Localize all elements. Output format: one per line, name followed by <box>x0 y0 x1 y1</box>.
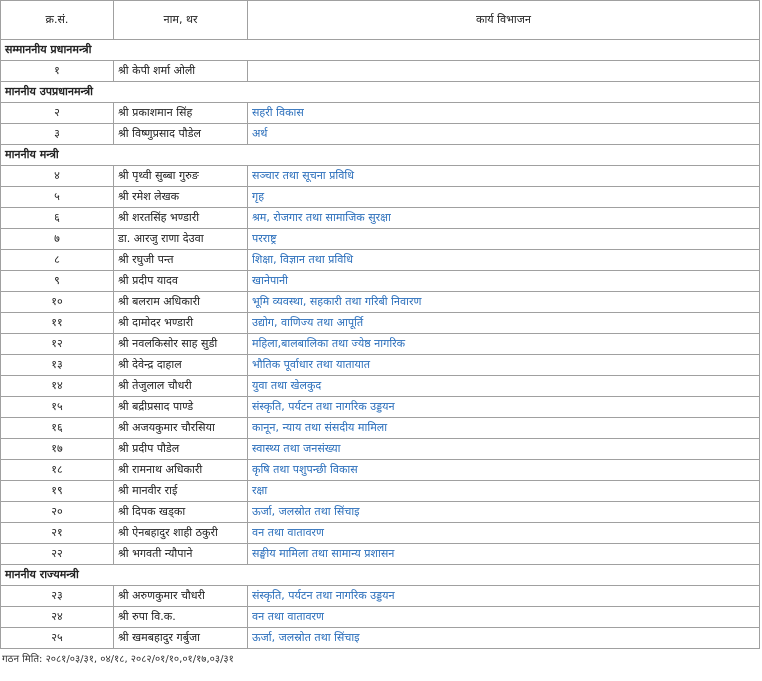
portfolio-cell: सङ्घीय मामिला तथा सामान्य प्रशासन <box>248 544 760 565</box>
serial-number-cell: १ <box>1 61 114 82</box>
minister-name-cell: श्री विष्णुप्रसाद पौडेल <box>114 124 248 145</box>
portfolio-cell: सहरी विकास <box>248 103 760 124</box>
table-row <box>1 334 760 355</box>
table-row <box>1 250 760 271</box>
serial-number-cell: ९ <box>1 271 114 292</box>
table-row <box>1 103 760 124</box>
table-row <box>1 607 760 628</box>
minister-name-cell: श्री तेजुलाल चौधरी <box>114 376 248 397</box>
portfolio-cell: खानेपानी <box>248 271 760 292</box>
serial-number-cell: १५ <box>1 397 114 418</box>
section-title: माननीय मन्त्री <box>1 145 760 166</box>
serial-number-cell: १७ <box>1 439 114 460</box>
portfolio-cell: शिक्षा, विज्ञान तथा प्रविधि <box>248 250 760 271</box>
portfolio-cell: रक्षा <box>248 481 760 502</box>
header-serial-number: क्र.सं. <box>1 1 114 40</box>
table-row <box>1 418 760 439</box>
portfolio-cell: गृह <box>248 187 760 208</box>
table-row <box>1 355 760 376</box>
minister-name-cell: श्री बद्रीप्रसाद पाण्डे <box>114 397 248 418</box>
serial-number-cell: २५ <box>1 628 114 649</box>
serial-number-cell: ४ <box>1 166 114 187</box>
minister-name-cell: श्री देवेन्द्र दाहाल <box>114 355 248 376</box>
minister-name-cell: श्री अरुणकुमार चौधरी <box>114 586 248 607</box>
minister-name-cell: श्री दामोदर भण्डारी <box>114 313 248 334</box>
minister-name-cell: श्री रमेश लेखक <box>114 187 248 208</box>
serial-number-cell: २२ <box>1 544 114 565</box>
portfolio-cell: महिला,बालबालिका तथा ज्येष्ठ नागरिक <box>248 334 760 355</box>
minister-name-cell: श्री अजयकुमार चौरसिया <box>114 418 248 439</box>
section-header-row <box>1 40 760 61</box>
portfolio-cell: भूमि व्यवस्था, सहकारी तथा गरिबी निवारण <box>248 292 760 313</box>
table-row <box>1 61 760 82</box>
minister-name-cell: श्री ऐनबहादुर शाही ठकुरी <box>114 523 248 544</box>
table-row <box>1 502 760 523</box>
portfolio-cell: स्वास्थ्य तथा जनसंख्या <box>248 439 760 460</box>
minister-name-cell: डा. आरजु राणा देउवा <box>114 229 248 250</box>
minister-name-cell: श्री बलराम अधिकारी <box>114 292 248 313</box>
portfolio-cell: ऊर्जा, जलस्रोत तथा सिंचाइ <box>248 628 760 649</box>
minister-name-cell: श्री भगवती न्यौपाने <box>114 544 248 565</box>
section-title: माननीय राज्यमन्त्री <box>1 565 760 586</box>
serial-number-cell: १० <box>1 292 114 313</box>
portfolio-cell: सञ्चार तथा सूचना प्रविधि <box>248 166 760 187</box>
serial-number-cell: ७ <box>1 229 114 250</box>
minister-name-cell: श्री प्रदीप पौडेल <box>114 439 248 460</box>
minister-name-cell: श्री प्रकाशमान सिंह <box>114 103 248 124</box>
table-row <box>1 586 760 607</box>
serial-number-cell: १८ <box>1 460 114 481</box>
portfolio-cell: उद्योग, वाणिज्य तथा आपूर्ति <box>248 313 760 334</box>
portfolio-cell: कृषि तथा पशुपन्छी विकास <box>248 460 760 481</box>
header-name: नाम, थर <box>114 1 248 40</box>
table-body <box>1 40 760 649</box>
portfolio-cell: श्रम, रोजगार तथा सामाजिक सुरक्षा <box>248 208 760 229</box>
table-row <box>1 208 760 229</box>
table-row <box>1 397 760 418</box>
minister-name-cell: श्री रामनाथ अधिकारी <box>114 460 248 481</box>
minister-name-cell: श्री रुपा वि.क. <box>114 607 248 628</box>
minister-name-cell: श्री दिपक खड्का <box>114 502 248 523</box>
serial-number-cell: २४ <box>1 607 114 628</box>
serial-number-cell: १९ <box>1 481 114 502</box>
serial-number-cell: ६ <box>1 208 114 229</box>
portfolio-cell: वन तथा वातावरण <box>248 523 760 544</box>
serial-number-cell: २३ <box>1 586 114 607</box>
portfolio-cell: अर्थ <box>248 124 760 145</box>
minister-name-cell: श्री मानवीर राई <box>114 481 248 502</box>
portfolio-cell: परराष्ट्र <box>248 229 760 250</box>
formation-date-note: गठन मिति: २०८१/०३/३१, ०४/१८, २०८२/०१/१०,०१/१७,०३/३१ <box>2 654 234 665</box>
serial-number-cell: ३ <box>1 124 114 145</box>
table-row <box>1 313 760 334</box>
minister-name-cell: श्री पृथ्वी सुब्बा गुरुङ <box>114 166 248 187</box>
minister-name-cell: श्री खमबहादुर गर्बुजा <box>114 628 248 649</box>
minister-name-cell: श्री प्रदीप यादव <box>114 271 248 292</box>
minister-name-cell: श्री रघुजी पन्त <box>114 250 248 271</box>
table-row <box>1 292 760 313</box>
portfolio-cell: कानून, न्याय तथा संसदीय मामिला <box>248 418 760 439</box>
table-row <box>1 523 760 544</box>
serial-number-cell: २ <box>1 103 114 124</box>
table-row <box>1 481 760 502</box>
table-row <box>1 187 760 208</box>
serial-number-cell: २१ <box>1 523 114 544</box>
serial-number-cell: १३ <box>1 355 114 376</box>
portfolio-cell: संस्कृति, पर्यटन तथा नागरिक उड्डयन <box>248 397 760 418</box>
minister-name-cell: श्री केपी शर्मा ओली <box>114 61 248 82</box>
serial-number-cell: १६ <box>1 418 114 439</box>
table-header-row <box>1 1 760 40</box>
table-row <box>1 271 760 292</box>
minister-name-cell: श्री शरतसिंह भण्डारी <box>114 208 248 229</box>
serial-number-cell: ८ <box>1 250 114 271</box>
table-row <box>1 544 760 565</box>
serial-number-cell: १२ <box>1 334 114 355</box>
minister-name-cell: श्री नवलकिसोर साह सुडी <box>114 334 248 355</box>
table-row <box>1 376 760 397</box>
portfolio-cell: वन तथा वातावरण <box>248 607 760 628</box>
table-row <box>1 124 760 145</box>
portfolio-cell: भौतिक पूर्वाधार तथा यातायात <box>248 355 760 376</box>
portfolio-cell: संस्कृति, पर्यटन तथा नागरिक उड्डयन <box>248 586 760 607</box>
serial-number-cell: १४ <box>1 376 114 397</box>
portfolio-cell: ऊर्जा, जलस्रोत तथा सिंचाइ <box>248 502 760 523</box>
portfolio-cell: युवा तथा खेलकुद <box>248 376 760 397</box>
table-row <box>1 166 760 187</box>
table-row <box>1 460 760 481</box>
table-row <box>1 439 760 460</box>
table-row <box>1 628 760 649</box>
serial-number-cell: ५ <box>1 187 114 208</box>
section-header-row <box>1 565 760 586</box>
section-header-row <box>1 82 760 103</box>
table-row <box>1 229 760 250</box>
header-portfolio: कार्य विभाजन <box>248 1 760 40</box>
section-title: माननीय उपप्रधानमन्त्री <box>1 82 760 103</box>
portfolio-cell <box>248 61 760 82</box>
section-header-row <box>1 145 760 166</box>
serial-number-cell: २० <box>1 502 114 523</box>
section-title: सम्माननीय प्रधानमन्त्री <box>1 40 760 61</box>
serial-number-cell: ११ <box>1 313 114 334</box>
